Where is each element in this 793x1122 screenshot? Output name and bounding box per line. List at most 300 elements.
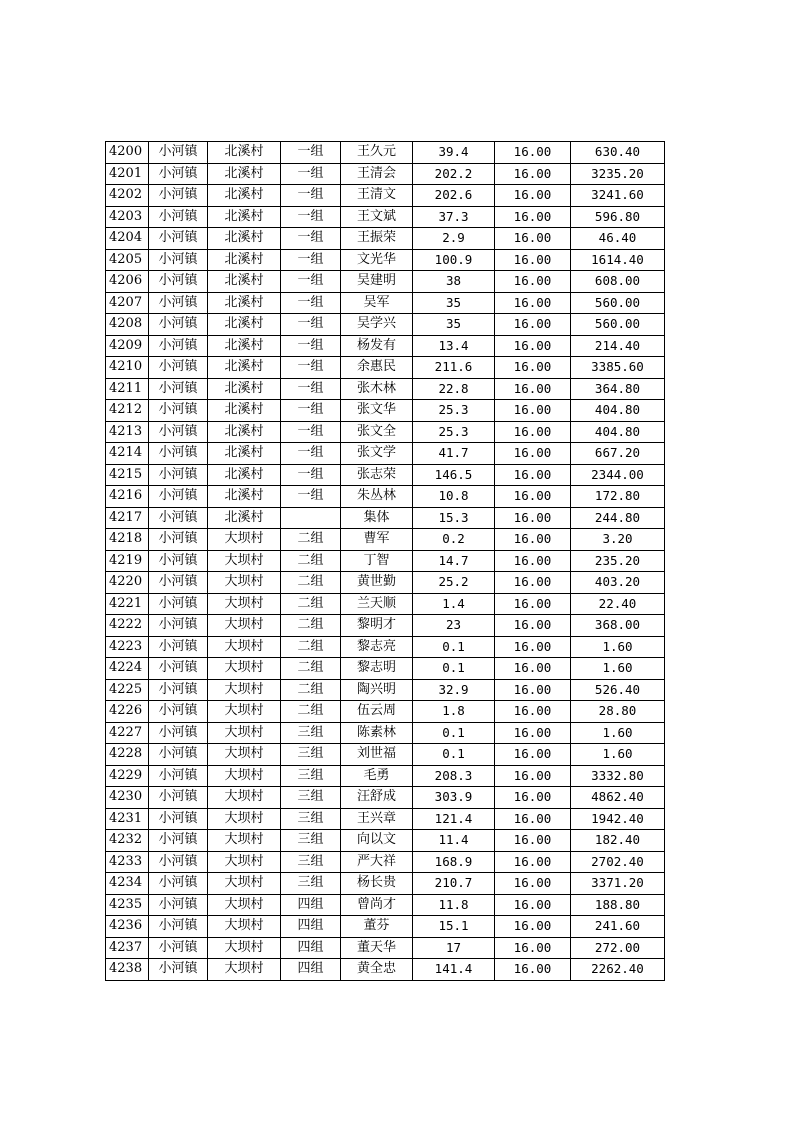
cell-amount: 22.40 bbox=[571, 593, 665, 615]
cell-row-id: 4237 bbox=[106, 937, 149, 959]
cell-group: 一组 bbox=[281, 400, 341, 422]
cell-village: 北溪村 bbox=[208, 357, 281, 379]
table-row bbox=[106, 873, 665, 895]
cell-unit-price: 16.00 bbox=[495, 572, 571, 594]
cell-name: 集体 bbox=[341, 507, 413, 529]
cell-area: 141.4 bbox=[413, 959, 495, 981]
cell-name: 张文全 bbox=[341, 421, 413, 443]
cell-amount: 235.20 bbox=[571, 550, 665, 572]
cell-group: 二组 bbox=[281, 593, 341, 615]
cell-group: 三组 bbox=[281, 744, 341, 766]
cell-name: 吴军 bbox=[341, 292, 413, 314]
cell-group: 一组 bbox=[281, 314, 341, 336]
table-row bbox=[106, 529, 665, 551]
cell-group: 二组 bbox=[281, 658, 341, 680]
cell-village: 大坝村 bbox=[208, 658, 281, 680]
cell-unit-price: 16.00 bbox=[495, 701, 571, 723]
table-row bbox=[106, 378, 665, 400]
cell-group: 三组 bbox=[281, 808, 341, 830]
cell-area: 0.1 bbox=[413, 722, 495, 744]
cell-village: 北溪村 bbox=[208, 378, 281, 400]
cell-village: 大坝村 bbox=[208, 593, 281, 615]
cell-amount: 1.60 bbox=[571, 744, 665, 766]
cell-unit-price: 16.00 bbox=[495, 550, 571, 572]
cell-township: 小河镇 bbox=[149, 808, 208, 830]
cell-village: 北溪村 bbox=[208, 314, 281, 336]
cell-village: 大坝村 bbox=[208, 722, 281, 744]
cell-name: 张木林 bbox=[341, 378, 413, 400]
cell-name: 王兴章 bbox=[341, 808, 413, 830]
cell-area: 11.8 bbox=[413, 894, 495, 916]
cell-group: 三组 bbox=[281, 722, 341, 744]
cell-amount: 2262.40 bbox=[571, 959, 665, 981]
cell-area: 0.1 bbox=[413, 636, 495, 658]
cell-row-id: 4234 bbox=[106, 873, 149, 895]
cell-unit-price: 16.00 bbox=[495, 185, 571, 207]
cell-name: 杨长贵 bbox=[341, 873, 413, 895]
cell-name: 张文华 bbox=[341, 400, 413, 422]
cell-group: 一组 bbox=[281, 228, 341, 250]
cell-unit-price: 16.00 bbox=[495, 400, 571, 422]
cell-group: 二组 bbox=[281, 572, 341, 594]
cell-amount: 46.40 bbox=[571, 228, 665, 250]
cell-row-id: 4222 bbox=[106, 615, 149, 637]
cell-area: 15.3 bbox=[413, 507, 495, 529]
cell-unit-price: 16.00 bbox=[495, 851, 571, 873]
cell-group: 二组 bbox=[281, 615, 341, 637]
cell-row-id: 4216 bbox=[106, 486, 149, 508]
cell-group: 三组 bbox=[281, 851, 341, 873]
table-row bbox=[106, 335, 665, 357]
cell-name: 王清文 bbox=[341, 185, 413, 207]
cell-amount: 560.00 bbox=[571, 292, 665, 314]
cell-township: 小河镇 bbox=[149, 916, 208, 938]
cell-township: 小河镇 bbox=[149, 185, 208, 207]
cell-area: 32.9 bbox=[413, 679, 495, 701]
cell-name: 董芬 bbox=[341, 916, 413, 938]
cell-township: 小河镇 bbox=[149, 249, 208, 271]
cell-township: 小河镇 bbox=[149, 894, 208, 916]
cell-area: 100.9 bbox=[413, 249, 495, 271]
cell-unit-price: 16.00 bbox=[495, 335, 571, 357]
cell-village: 大坝村 bbox=[208, 851, 281, 873]
cell-unit-price: 16.00 bbox=[495, 228, 571, 250]
cell-township: 小河镇 bbox=[149, 507, 208, 529]
cell-group: 二组 bbox=[281, 550, 341, 572]
cell-name: 刘世福 bbox=[341, 744, 413, 766]
cell-row-id: 4236 bbox=[106, 916, 149, 938]
table-row bbox=[106, 443, 665, 465]
cell-area: 25.2 bbox=[413, 572, 495, 594]
cell-amount: 1614.40 bbox=[571, 249, 665, 271]
cell-row-id: 4206 bbox=[106, 271, 149, 293]
table-row bbox=[106, 486, 665, 508]
cell-township: 小河镇 bbox=[149, 464, 208, 486]
cell-unit-price: 16.00 bbox=[495, 507, 571, 529]
cell-township: 小河镇 bbox=[149, 550, 208, 572]
cell-unit-price: 16.00 bbox=[495, 486, 571, 508]
cell-name: 曾尚才 bbox=[341, 894, 413, 916]
cell-group: 四组 bbox=[281, 894, 341, 916]
cell-township: 小河镇 bbox=[149, 959, 208, 981]
table-row bbox=[106, 593, 665, 615]
cell-amount: 3332.80 bbox=[571, 765, 665, 787]
cell-village: 北溪村 bbox=[208, 142, 281, 164]
cell-name: 曹军 bbox=[341, 529, 413, 551]
cell-row-id: 4212 bbox=[106, 400, 149, 422]
cell-row-id: 4230 bbox=[106, 787, 149, 809]
cell-area: 202.6 bbox=[413, 185, 495, 207]
cell-row-id: 4209 bbox=[106, 335, 149, 357]
cell-village: 北溪村 bbox=[208, 292, 281, 314]
table-row bbox=[106, 572, 665, 594]
cell-group: 一组 bbox=[281, 378, 341, 400]
cell-amount: 214.40 bbox=[571, 335, 665, 357]
cell-group: 一组 bbox=[281, 335, 341, 357]
cell-name: 董天华 bbox=[341, 937, 413, 959]
cell-name: 吴建明 bbox=[341, 271, 413, 293]
cell-unit-price: 16.00 bbox=[495, 765, 571, 787]
cell-amount: 1.60 bbox=[571, 658, 665, 680]
cell-village: 大坝村 bbox=[208, 894, 281, 916]
table-row bbox=[106, 271, 665, 293]
cell-unit-price: 16.00 bbox=[495, 959, 571, 981]
cell-area: 35 bbox=[413, 314, 495, 336]
table-row bbox=[106, 701, 665, 723]
cell-name: 黎志亮 bbox=[341, 636, 413, 658]
cell-group: 一组 bbox=[281, 163, 341, 185]
cell-row-id: 4229 bbox=[106, 765, 149, 787]
cell-unit-price: 16.00 bbox=[495, 142, 571, 164]
cell-name: 向以文 bbox=[341, 830, 413, 852]
cell-area: 146.5 bbox=[413, 464, 495, 486]
cell-amount: 172.80 bbox=[571, 486, 665, 508]
cell-unit-price: 16.00 bbox=[495, 787, 571, 809]
cell-name: 毛勇 bbox=[341, 765, 413, 787]
cell-amount: 596.80 bbox=[571, 206, 665, 228]
cell-village: 北溪村 bbox=[208, 400, 281, 422]
cell-group: 三组 bbox=[281, 787, 341, 809]
cell-unit-price: 16.00 bbox=[495, 744, 571, 766]
cell-area: 41.7 bbox=[413, 443, 495, 465]
cell-group: 一组 bbox=[281, 185, 341, 207]
cell-village: 大坝村 bbox=[208, 615, 281, 637]
cell-amount: 2344.00 bbox=[571, 464, 665, 486]
cell-row-id: 4215 bbox=[106, 464, 149, 486]
cell-township: 小河镇 bbox=[149, 830, 208, 852]
cell-row-id: 4205 bbox=[106, 249, 149, 271]
cell-row-id: 4231 bbox=[106, 808, 149, 830]
cell-row-id: 4210 bbox=[106, 357, 149, 379]
cell-name: 黎志明 bbox=[341, 658, 413, 680]
cell-area: 35 bbox=[413, 292, 495, 314]
cell-amount: 364.80 bbox=[571, 378, 665, 400]
cell-name: 丁智 bbox=[341, 550, 413, 572]
table-row bbox=[106, 959, 665, 981]
cell-amount: 404.80 bbox=[571, 421, 665, 443]
cell-row-id: 4219 bbox=[106, 550, 149, 572]
cell-name: 王清会 bbox=[341, 163, 413, 185]
cell-village: 大坝村 bbox=[208, 550, 281, 572]
cell-township: 小河镇 bbox=[149, 421, 208, 443]
cell-unit-price: 16.00 bbox=[495, 271, 571, 293]
cell-township: 小河镇 bbox=[149, 593, 208, 615]
cell-unit-price: 16.00 bbox=[495, 830, 571, 852]
cell-unit-price: 16.00 bbox=[495, 206, 571, 228]
cell-row-id: 4233 bbox=[106, 851, 149, 873]
table-row bbox=[106, 830, 665, 852]
cell-unit-price: 16.00 bbox=[495, 292, 571, 314]
cell-row-id: 4226 bbox=[106, 701, 149, 723]
cell-township: 小河镇 bbox=[149, 701, 208, 723]
cell-amount: 3371.20 bbox=[571, 873, 665, 895]
cell-township: 小河镇 bbox=[149, 400, 208, 422]
cell-amount: 368.00 bbox=[571, 615, 665, 637]
cell-area: 23 bbox=[413, 615, 495, 637]
table-row bbox=[106, 916, 665, 938]
cell-row-id: 4217 bbox=[106, 507, 149, 529]
cell-village: 北溪村 bbox=[208, 206, 281, 228]
cell-township: 小河镇 bbox=[149, 357, 208, 379]
table-row bbox=[106, 249, 665, 271]
cell-village: 大坝村 bbox=[208, 701, 281, 723]
cell-area: 1.8 bbox=[413, 701, 495, 723]
cell-unit-price: 16.00 bbox=[495, 937, 571, 959]
cell-group: 三组 bbox=[281, 765, 341, 787]
cell-area: 25.3 bbox=[413, 400, 495, 422]
cell-unit-price: 16.00 bbox=[495, 163, 571, 185]
cell-name: 陈素林 bbox=[341, 722, 413, 744]
cell-unit-price: 16.00 bbox=[495, 658, 571, 680]
cell-row-id: 4220 bbox=[106, 572, 149, 594]
table-row bbox=[106, 658, 665, 680]
cell-village: 北溪村 bbox=[208, 486, 281, 508]
cell-amount: 4862.40 bbox=[571, 787, 665, 809]
cell-group: 一组 bbox=[281, 292, 341, 314]
cell-row-id: 4221 bbox=[106, 593, 149, 615]
cell-amount: 3241.60 bbox=[571, 185, 665, 207]
cell-name: 兰天顺 bbox=[341, 593, 413, 615]
cell-area: 11.4 bbox=[413, 830, 495, 852]
cell-village: 北溪村 bbox=[208, 163, 281, 185]
cell-amount: 2702.40 bbox=[571, 851, 665, 873]
cell-township: 小河镇 bbox=[149, 378, 208, 400]
cell-village: 北溪村 bbox=[208, 464, 281, 486]
cell-area: 0.2 bbox=[413, 529, 495, 551]
cell-row-id: 4232 bbox=[106, 830, 149, 852]
cell-unit-price: 16.00 bbox=[495, 529, 571, 551]
cell-area: 211.6 bbox=[413, 357, 495, 379]
cell-amount: 1942.40 bbox=[571, 808, 665, 830]
cell-township: 小河镇 bbox=[149, 851, 208, 873]
table-row bbox=[106, 228, 665, 250]
cell-name: 余惠民 bbox=[341, 357, 413, 379]
cell-village: 大坝村 bbox=[208, 529, 281, 551]
ledger-body bbox=[106, 142, 665, 981]
cell-area: 15.1 bbox=[413, 916, 495, 938]
cell-township: 小河镇 bbox=[149, 271, 208, 293]
table-row bbox=[106, 464, 665, 486]
cell-village: 大坝村 bbox=[208, 572, 281, 594]
cell-village: 北溪村 bbox=[208, 335, 281, 357]
cell-amount: 608.00 bbox=[571, 271, 665, 293]
cell-township: 小河镇 bbox=[149, 572, 208, 594]
cell-amount: 403.20 bbox=[571, 572, 665, 594]
table-row bbox=[106, 421, 665, 443]
cell-group: 一组 bbox=[281, 464, 341, 486]
table-row bbox=[106, 185, 665, 207]
cell-name: 吴学兴 bbox=[341, 314, 413, 336]
cell-name: 黄世勤 bbox=[341, 572, 413, 594]
cell-name: 杨发有 bbox=[341, 335, 413, 357]
cell-amount: 667.20 bbox=[571, 443, 665, 465]
table-row bbox=[106, 765, 665, 787]
cell-unit-price: 16.00 bbox=[495, 679, 571, 701]
cell-area: 210.7 bbox=[413, 873, 495, 895]
cell-village: 大坝村 bbox=[208, 787, 281, 809]
cell-unit-price: 16.00 bbox=[495, 443, 571, 465]
cell-unit-price: 16.00 bbox=[495, 593, 571, 615]
cell-area: 17 bbox=[413, 937, 495, 959]
cell-township: 小河镇 bbox=[149, 292, 208, 314]
table-row bbox=[106, 937, 665, 959]
cell-row-id: 4207 bbox=[106, 292, 149, 314]
cell-group: 四组 bbox=[281, 937, 341, 959]
table-row bbox=[106, 206, 665, 228]
cell-name: 王久元 bbox=[341, 142, 413, 164]
cell-group: 一组 bbox=[281, 249, 341, 271]
cell-name: 汪舒成 bbox=[341, 787, 413, 809]
cell-area: 0.1 bbox=[413, 744, 495, 766]
cell-village: 北溪村 bbox=[208, 185, 281, 207]
cell-area: 39.4 bbox=[413, 142, 495, 164]
cell-township: 小河镇 bbox=[149, 658, 208, 680]
cell-village: 大坝村 bbox=[208, 937, 281, 959]
cell-amount: 3385.60 bbox=[571, 357, 665, 379]
table-row bbox=[106, 722, 665, 744]
cell-amount: 3.20 bbox=[571, 529, 665, 551]
cell-amount: 404.80 bbox=[571, 400, 665, 422]
cell-unit-price: 16.00 bbox=[495, 378, 571, 400]
cell-township: 小河镇 bbox=[149, 744, 208, 766]
cell-village: 大坝村 bbox=[208, 679, 281, 701]
table-row bbox=[106, 808, 665, 830]
cell-name: 陶兴明 bbox=[341, 679, 413, 701]
cell-village: 北溪村 bbox=[208, 228, 281, 250]
table-row bbox=[106, 636, 665, 658]
cell-row-id: 4211 bbox=[106, 378, 149, 400]
cell-village: 大坝村 bbox=[208, 830, 281, 852]
cell-unit-price: 16.00 bbox=[495, 357, 571, 379]
cell-group: 二组 bbox=[281, 679, 341, 701]
cell-area: 168.9 bbox=[413, 851, 495, 873]
cell-village: 大坝村 bbox=[208, 916, 281, 938]
cell-area: 14.7 bbox=[413, 550, 495, 572]
cell-township: 小河镇 bbox=[149, 722, 208, 744]
cell-group: 一组 bbox=[281, 142, 341, 164]
cell-township: 小河镇 bbox=[149, 679, 208, 701]
cell-amount: 1.60 bbox=[571, 636, 665, 658]
table-row bbox=[106, 163, 665, 185]
cell-row-id: 4223 bbox=[106, 636, 149, 658]
cell-unit-price: 16.00 bbox=[495, 249, 571, 271]
cell-row-id: 4235 bbox=[106, 894, 149, 916]
cell-unit-price: 16.00 bbox=[495, 722, 571, 744]
cell-village: 大坝村 bbox=[208, 765, 281, 787]
cell-area: 121.4 bbox=[413, 808, 495, 830]
cell-group: 二组 bbox=[281, 636, 341, 658]
cell-amount: 1.60 bbox=[571, 722, 665, 744]
cell-area: 1.4 bbox=[413, 593, 495, 615]
cell-group: 二组 bbox=[281, 529, 341, 551]
cell-row-id: 4224 bbox=[106, 658, 149, 680]
cell-row-id: 4227 bbox=[106, 722, 149, 744]
cell-row-id: 4218 bbox=[106, 529, 149, 551]
cell-amount: 241.60 bbox=[571, 916, 665, 938]
cell-township: 小河镇 bbox=[149, 529, 208, 551]
ledger-table bbox=[105, 141, 665, 981]
cell-village: 北溪村 bbox=[208, 443, 281, 465]
cell-township: 小河镇 bbox=[149, 443, 208, 465]
table-row bbox=[106, 787, 665, 809]
cell-area: 38 bbox=[413, 271, 495, 293]
cell-name: 黄全忠 bbox=[341, 959, 413, 981]
cell-amount: 272.00 bbox=[571, 937, 665, 959]
cell-row-id: 4202 bbox=[106, 185, 149, 207]
cell-area: 25.3 bbox=[413, 421, 495, 443]
cell-group: 一组 bbox=[281, 486, 341, 508]
cell-row-id: 4238 bbox=[106, 959, 149, 981]
cell-group: 一组 bbox=[281, 271, 341, 293]
cell-group: 一组 bbox=[281, 357, 341, 379]
cell-row-id: 4225 bbox=[106, 679, 149, 701]
cell-area: 0.1 bbox=[413, 658, 495, 680]
cell-row-id: 4213 bbox=[106, 421, 149, 443]
cell-name: 王文斌 bbox=[341, 206, 413, 228]
cell-amount: 188.80 bbox=[571, 894, 665, 916]
cell-row-id: 4200 bbox=[106, 142, 149, 164]
cell-amount: 560.00 bbox=[571, 314, 665, 336]
cell-name: 王振荣 bbox=[341, 228, 413, 250]
cell-township: 小河镇 bbox=[149, 787, 208, 809]
cell-township: 小河镇 bbox=[149, 163, 208, 185]
cell-group: 一组 bbox=[281, 443, 341, 465]
cell-area: 2.9 bbox=[413, 228, 495, 250]
cell-area: 303.9 bbox=[413, 787, 495, 809]
cell-row-id: 4228 bbox=[106, 744, 149, 766]
cell-township: 小河镇 bbox=[149, 228, 208, 250]
cell-group: 三组 bbox=[281, 830, 341, 852]
cell-name: 朱丛林 bbox=[341, 486, 413, 508]
cell-township: 小河镇 bbox=[149, 142, 208, 164]
cell-group: 四组 bbox=[281, 959, 341, 981]
cell-amount: 630.40 bbox=[571, 142, 665, 164]
cell-row-id: 4204 bbox=[106, 228, 149, 250]
cell-row-id: 4214 bbox=[106, 443, 149, 465]
cell-group: 三组 bbox=[281, 873, 341, 895]
cell-township: 小河镇 bbox=[149, 636, 208, 658]
table-row bbox=[106, 615, 665, 637]
cell-unit-price: 16.00 bbox=[495, 615, 571, 637]
cell-area: 13.4 bbox=[413, 335, 495, 357]
cell-unit-price: 16.00 bbox=[495, 916, 571, 938]
cell-amount: 526.40 bbox=[571, 679, 665, 701]
cell-village: 大坝村 bbox=[208, 873, 281, 895]
cell-unit-price: 16.00 bbox=[495, 421, 571, 443]
cell-amount: 244.80 bbox=[571, 507, 665, 529]
table-row bbox=[106, 400, 665, 422]
cell-township: 小河镇 bbox=[149, 937, 208, 959]
